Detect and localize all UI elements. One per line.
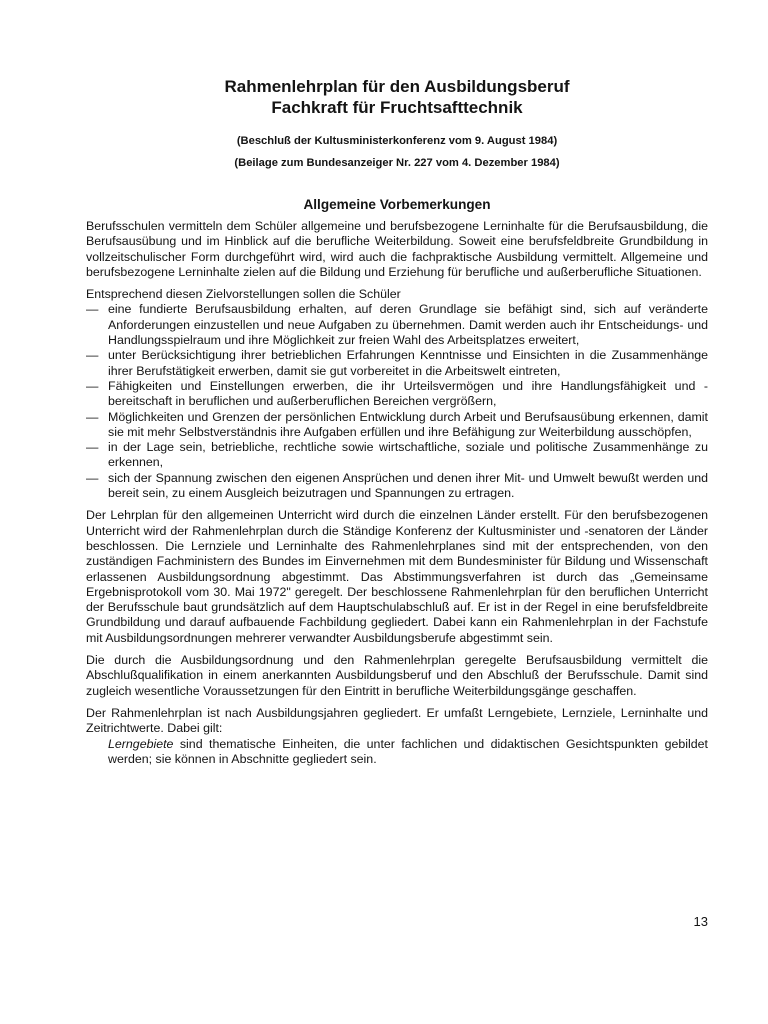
list-item	[86, 302, 708, 348]
list-item	[86, 348, 708, 379]
document-title	[86, 76, 708, 118]
paragraph-1: Berufsschulen vermitteln dem Schüler allgemeine und berufsbezogene Lerninhalte für die Berufsausbildung, die Berufsausübung und im Hinblick auf die berufliche Weiterbildung. Soweit eine berufsfeldbreite Grundbildung in vollzeitschulischer Form durchgeführt wird, wird auch die fachpraktische Ausbildung vermittelt. Allgemeine und berufsbezogene Lerninhalte zielen auf die Bildung und Erziehung für berufliche und außerberufliche Situationen.	[86, 219, 708, 279]
list-item	[86, 471, 708, 502]
page-number: 13	[693, 914, 708, 929]
paragraph-5: Der Rahmenlehrplan ist nach Ausbildungsjahren gegliedert. Er umfaßt Lerngebiete, Lernziele, Lerninhalte und Zeitrichtwerte. Dabei gilt:	[86, 705, 708, 736]
list-item-text: Möglichkeiten und Grenzen der persönlichen Entwicklung durch Arbeit und Berufsausübung erkennen, damit sie mit mehr Selbstverständnis ihre Aufgaben erfüllen und ihre Befähigung zur Weiterbildung ausschöpfen,	[108, 409, 708, 439]
dash-bullet: —	[86, 348, 99, 363]
list-item-text: in der Lage sein, betriebliche, rechtliche sowie wirtschaftliche, soziale und politische Zusammenhänge zu erkennen,	[108, 440, 708, 470]
title-line-2: Fachkraft für Fruchtsafttechnik	[271, 98, 523, 117]
list-item	[86, 379, 708, 410]
paragraph-2-intro: Entsprechend diesen Zielvorstellungen sollen die Schüler	[86, 287, 401, 302]
definition-text: sind thematische Einheiten, die unter fachlichen und didaktischen Gesichtspunkten gebildet werden; sie können in Abschnitte gegliedert sein.	[108, 736, 708, 766]
list-item	[86, 410, 708, 441]
list-item-text: Fähigkeiten und Einstellungen erwerben, die ihr Urteilsvermögen und ihre Handlungsfähigkeit und -bereitschaft in beruflichen und außerberuflichen Bereichen vergrößern,	[108, 378, 708, 409]
paragraph-3: Der Lehrplan für den allgemeinen Unterricht wird durch die einzelnen Länder erstellt. Für den berufsbezogenen Unterricht wird der Rahmenlehrplan durch die Ständige Konferenz der Kultusminister und -senatoren der Länder beschlossen. Die Lernziele und Lerninhalte des Rahmenlehrplanes sind mit der entsprechenden, von den zuständigen Fachministern des Bundes im Einvernehmen mit dem Bundesminister für Bildung und Wissenschaft erlassenen Ausbildungsordnung abgestimmt. Das Abstimmungsverfahren ist durch das „Gemeinsame Ergebnisprotokoll vom 30. Mai 1972" geregelt. Der beschlossene Rahmenlehrplan für den beruflichen Unterricht der Berufsschule baut grundsätzlich auf dem Hauptschulabschluß auf. Er ist in der Regel in eine berufsfeldbreite Grundbildung und darauf aufbauende Fachbildung gegliedert. Dabei kann ein Rahmenlehrplan in der Fachstufe mit Ausbildungsordnungen mehrerer verwandter Ausbildungsberufe abgestimmt sein.	[86, 508, 708, 645]
dash-bullet: —	[86, 440, 99, 455]
list-item	[86, 440, 708, 471]
section-heading: Allgemeine Vorbemerkungen	[303, 197, 491, 212]
dash-bullet: —	[86, 470, 99, 485]
title-line-1: Rahmenlehrplan für den Ausbildungsberuf	[224, 77, 570, 96]
paragraph-4: Die durch die Ausbildungsordnung und den Rahmenlehrplan geregelte Berufsausbildung vermittelt die Abschlußqualifikation in einem anerkannten Ausbildungsberuf und den Abschluß der Berufsschule. Damit sind zugleich wesentliche Voraussetzungen für den Eintritt in berufliche Weiterbildungsgänge geschaffen.	[86, 653, 708, 698]
dash-bullet: —	[86, 302, 99, 317]
list-item-text: unter Berücksichtigung ihrer betrieblichen Erfahrungen Kenntnisse und Einsichten in die Zusammenhänge ihrer Berufstätigkeit erwerben, damit sie gut vorbereitet in die Arbeitswelt eintreten,	[108, 348, 708, 378]
gazette-note: (Beilage zum Bundesanzeiger Nr. 227 vom 4. Dezember 1984)	[234, 157, 560, 169]
dash-bullet: —	[86, 378, 99, 393]
resolution-note: (Beschluß der Kultusministerkonferenz vom 9. August 1984)	[236, 135, 558, 147]
definition-lerngebiete	[86, 737, 708, 768]
document-page	[86, 70, 708, 767]
definition-term: Lerngebiete	[108, 736, 174, 751]
list-item-text: sich der Spannung zwischen den eigenen Ansprüchen und denen ihrer Mit- und Umwelt bewußt werden und bereit sein, zu einem Ausgleich beizutragen und Spannungen zu ertragen.	[108, 470, 708, 501]
objectives-list	[86, 302, 708, 501]
dash-bullet: —	[86, 409, 99, 424]
list-item-text: eine fundierte Berufsausbildung erhalten, auf deren Grundlage sie befähigt sind, sich auf veränderte Anforderungen einzustellen und neue Aufgaben zu übernehmen. Damit werden auch ihr Entscheidungs- und Handlungsspielraum und ihre Möglichkeit zur freien Wahl des Arbeitsplatzes erweitert,	[108, 302, 708, 348]
